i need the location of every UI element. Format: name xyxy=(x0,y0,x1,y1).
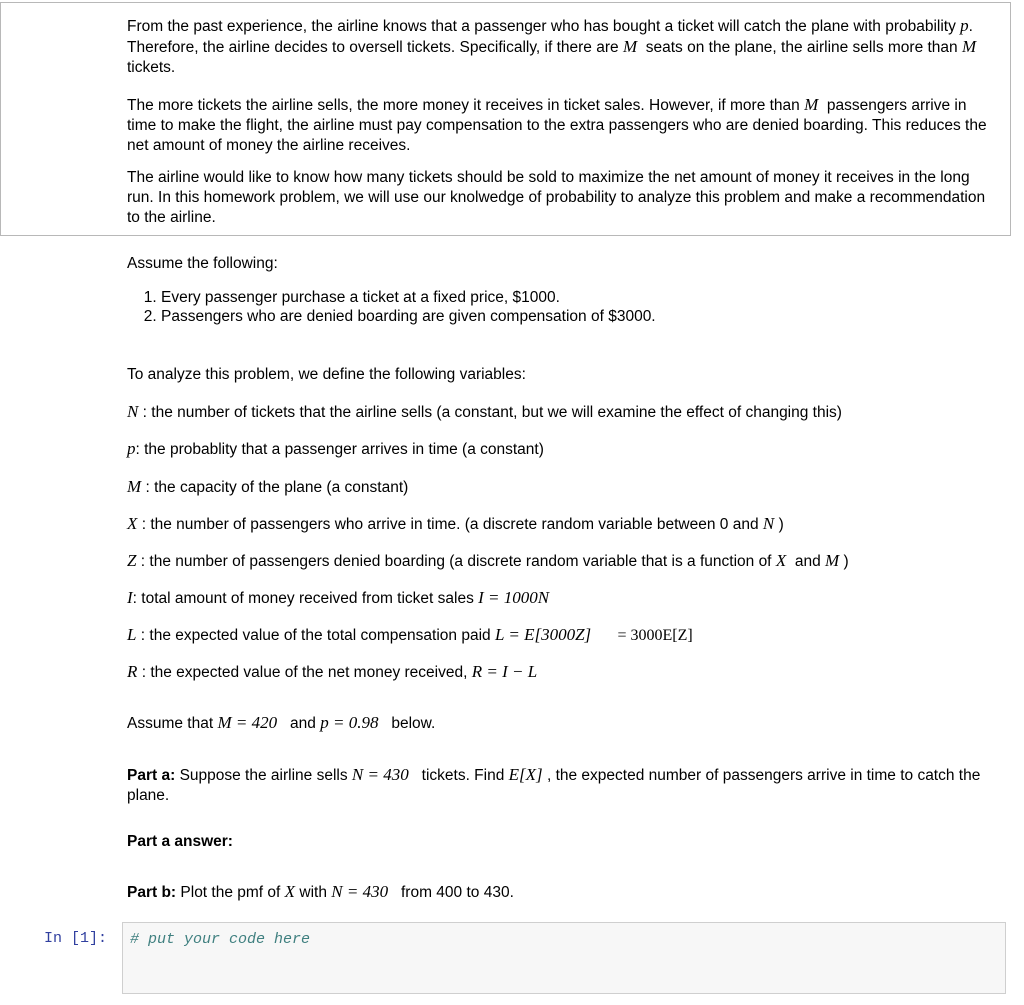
code-comment: # put your code here xyxy=(130,931,311,948)
assume-heading: Assume the following: xyxy=(127,255,278,272)
assumption-list xyxy=(127,288,656,326)
assumed-values: Assume that M = 420 and p = 0.98 below. xyxy=(127,713,436,732)
variables-intro: To analyze this problem, we define the following variables: xyxy=(127,366,526,383)
input-prompt: In [1]: xyxy=(44,930,108,947)
list-item: 1. Every passenger purchase a ticket at a fixed price, $1000. xyxy=(161,288,656,307)
var-Z: Z : the number of passengers denied boarding (a discrete random variable that is a function of X and M ) xyxy=(127,551,849,570)
intro-paragraph-2: The more tickets the airline sells, the more money it receives in ticket sales. However, if more than M passengers arrive in time to make the flight, the airline must pay compensation to the extra passengers who are denied boarding. This reduces the net amount of money the airline receives. xyxy=(127,95,987,154)
var-p: p: the probablity that a passenger arrives in time (a constant) xyxy=(127,439,544,458)
part-a-question: Part a: Suppose the airline sells N = 430 tickets. Find E[X] , the expected number of passengers arrive in time to catch the plane. xyxy=(127,765,981,804)
var-L: L : the expected value of the total compensation paid L = E[3000Z] = 3000E[Z] xyxy=(127,625,693,644)
intro-paragraph-3: The airline would like to know how many tickets should be sold to maximize the net amount of money it receives in the long run. In this homework problem, we will use our knolwedge of probability to analyze this problem and make a recommendation to the airline. xyxy=(127,169,986,226)
part-b-question: Part b: Plot the pmf of X with N = 430 from 400 to 430. xyxy=(127,882,514,901)
code-input-area[interactable] xyxy=(122,922,1006,994)
list-item: 2. Passengers who are denied boarding are given compensation of $3000. xyxy=(161,307,656,326)
var-I: I: total amount of money received from ticket sales I = 1000N xyxy=(127,588,550,607)
var-R: R : the expected value of the net money received, R = I − L xyxy=(127,662,538,681)
var-M: M : the capacity of the plane (a constant) xyxy=(127,477,409,496)
intro-paragraph-1: From the past experience, the airline knows that a passenger who has bought a ticket will catch the plane with probability p. Therefore, the airline decides to oversell tickets. Specifically, if there are M seats on the plane, the airline sells more than M tickets. xyxy=(127,16,977,76)
part-a-answer-heading: Part a answer: xyxy=(127,833,233,850)
var-X: X : the number of passengers who arrive in time. (a discrete random variable between 0 and N ) xyxy=(127,514,784,533)
var-N: N : the number of tickets that the airline sells (a constant, but we will examine the effect of changing this) xyxy=(127,402,842,421)
